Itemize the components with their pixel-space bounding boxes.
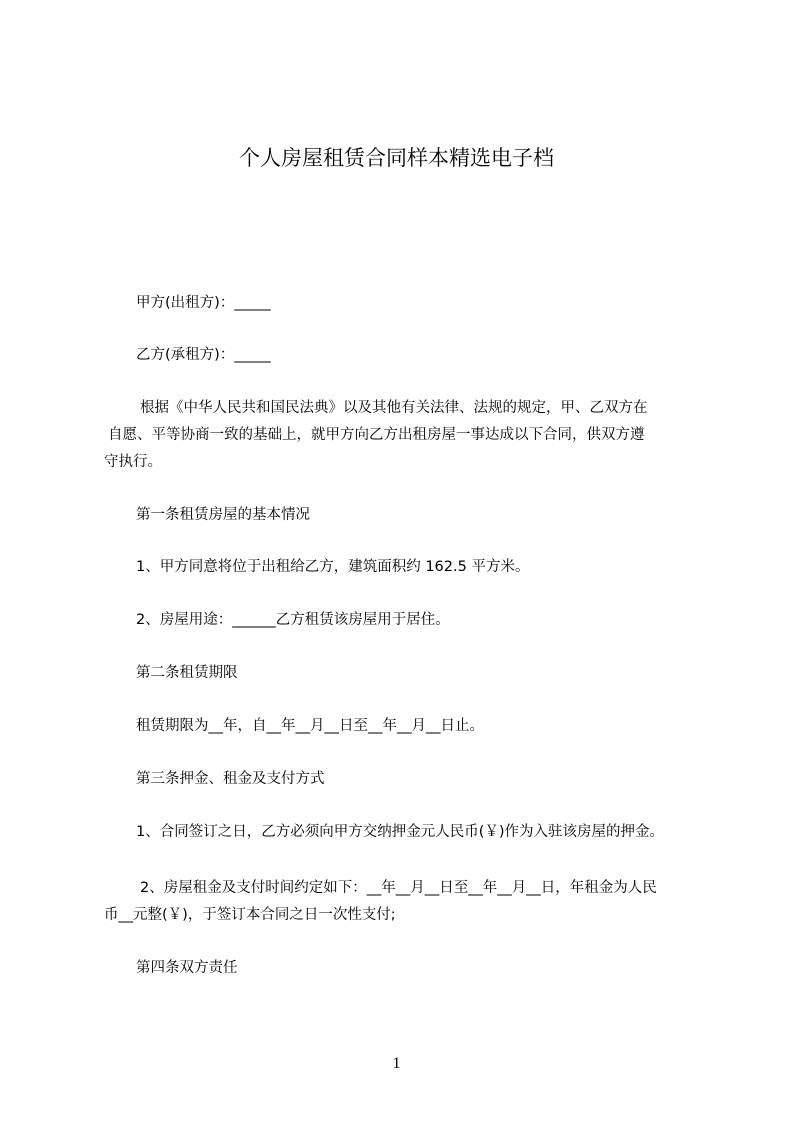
article-3-item-2-line-2: 币__元整(￥)，于签订本合同之日一次性支付;: [104, 907, 396, 923]
party-a-line: 甲方(出租方)：_____: [136, 295, 271, 311]
article-3-heading: 第三条押金、租金及支付方式: [136, 771, 325, 787]
article-3-item-1: 1、合同签订之日，乙方必须向甲方交纳押金元人民币(￥)作为入驻该房屋的押金。: [136, 824, 665, 840]
preamble-line-2: 自愿、平等协商一致的基础上，就甲方向乙方出租房屋一事达成以下合同，供双方遵: [108, 427, 645, 443]
article-1-heading: 第一条租赁房屋的基本情况: [136, 507, 310, 523]
article-2-heading: 第二条租赁期限: [136, 665, 238, 681]
article-1-item-2: 2、房屋用途：______乙方租赁该房屋用于居住。: [136, 612, 450, 628]
party-b-line: 乙方(承租方)：_____: [136, 347, 271, 363]
preamble-line-1: 根据《中华人民共和国民法典》以及其他有关法律、法规的规定，甲、乙双方在: [140, 400, 648, 416]
article-1-item-1: 1、甲方同意将位于出租给乙方，建筑面积约 162.5 平方米。: [136, 559, 530, 575]
article-3-item-2-line-1: 2、房屋租金及支付时间约定如下：__年__月__日至__年__月__日，年租金为人民: [140, 880, 657, 896]
article-2-text: 租赁期限为__年，自__年__月__日至__年__月__日止。: [136, 718, 484, 734]
page-number: 1: [392, 1055, 401, 1072]
document-title: 个人房屋租赁合同样本精选电子档: [239, 146, 554, 170]
article-4-heading: 第四条双方责任: [136, 960, 238, 976]
preamble-line-3: 守执行。: [104, 454, 162, 470]
